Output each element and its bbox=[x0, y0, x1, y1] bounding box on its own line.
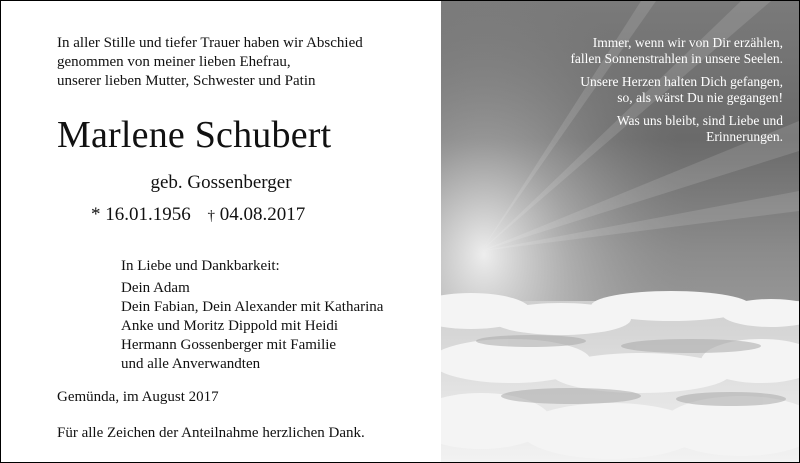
intro-text bbox=[57, 34, 363, 91]
poem-line: fallen Sonnenstrahlen in unsere Seelen. bbox=[570, 50, 783, 66]
death-date: 04.08.2017 bbox=[219, 204, 306, 225]
poem-line: Erinnerungen. bbox=[706, 128, 783, 144]
cross-icon: † bbox=[207, 208, 215, 224]
poem-line: Immer, wenn wir von Dir erzählen, bbox=[592, 35, 783, 50]
intro-line: genommen von meiner lieben Ehefrau, bbox=[57, 54, 291, 70]
gratitude-heading: In Liebe und Dankbarkeit: bbox=[121, 258, 280, 274]
mourner-line: Dein Fabian, Dein Alexander mit Katharina bbox=[121, 299, 384, 315]
poem-stanza bbox=[570, 74, 783, 105]
poem-stanza bbox=[570, 113, 783, 144]
deceased-name: Marlene Schubert bbox=[57, 114, 332, 156]
poem-line: so, als wärst Du nie gegangen! bbox=[617, 89, 783, 105]
intro-line: unserer lieben Mutter, Schwester und Patin bbox=[57, 73, 316, 89]
mourners-list bbox=[121, 279, 383, 374]
mourner-line: und alle Anverwandten bbox=[121, 356, 261, 372]
thanks-line: Für alle Zeichen der Anteilnahme herzlichen Dank. bbox=[57, 425, 365, 441]
mourner-line: Anke und Moritz Dippold mit Heidi bbox=[121, 318, 339, 334]
mourner-line: Hermann Gossenberger mit Familie bbox=[121, 337, 337, 353]
life-dates bbox=[91, 204, 305, 226]
place-date: Gemünda, im August 2017 bbox=[57, 389, 219, 405]
poem-line: Was uns bleibt, sind Liebe und bbox=[616, 113, 783, 128]
maiden-name: geb. Gossenberger bbox=[150, 172, 292, 193]
poem-line: Unsere Herzen halten Dich gefangen, bbox=[580, 74, 783, 89]
poem-stanza bbox=[570, 35, 783, 66]
mourner-line: Dein Adam bbox=[121, 280, 190, 296]
text-panel bbox=[1, 1, 441, 462]
poem-text bbox=[570, 35, 783, 152]
sky-image bbox=[441, 1, 799, 462]
intro-line: In aller Stille und tiefer Trauer haben wir Abschied bbox=[57, 35, 363, 51]
birth-date: * 16.01.1956 bbox=[91, 204, 191, 225]
